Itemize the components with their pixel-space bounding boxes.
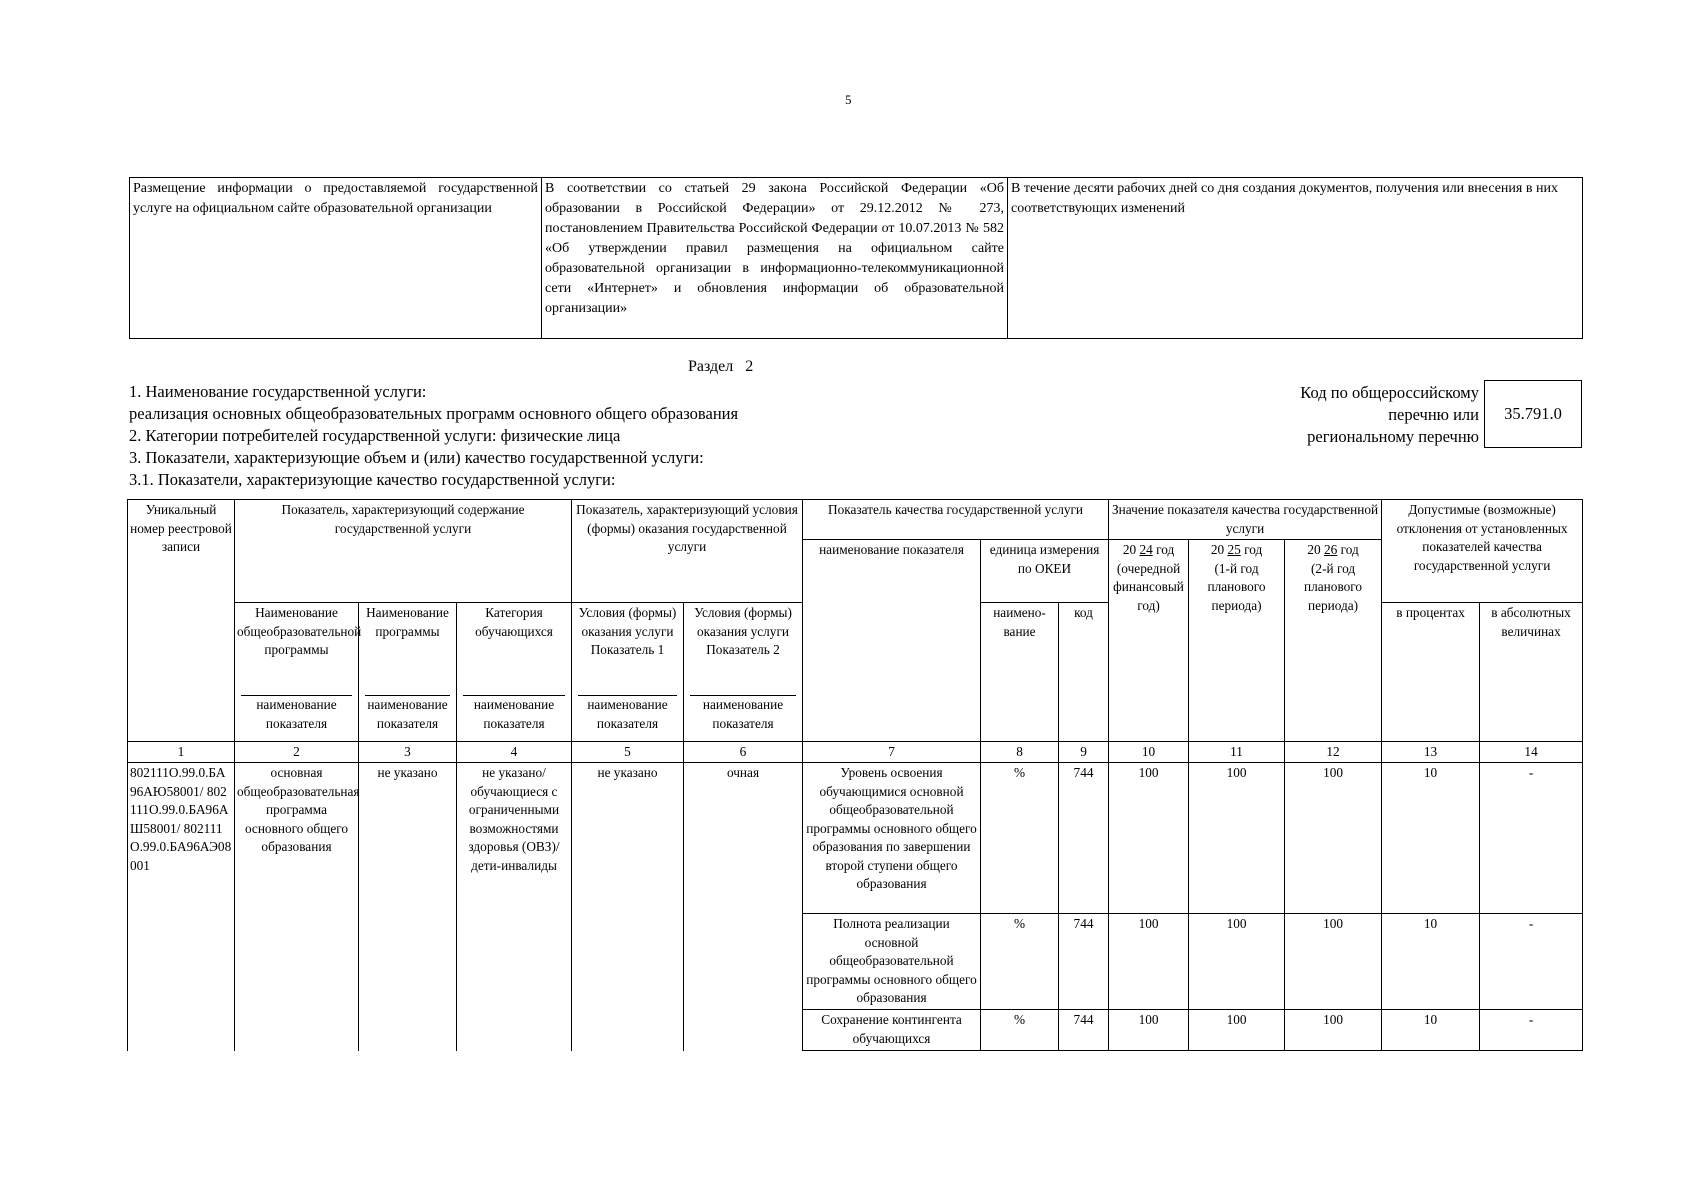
quality-indicators-heading: 3.1. Показатели, характеризующие качество государственной услуги: <box>129 470 616 489</box>
indicator-deviation-absolute: - <box>1480 1010 1583 1051</box>
indicators-heading: 3. Показатели, характеризующие объем и (или) качество государственной услуги: <box>129 448 704 467</box>
program-name-value: не указано <box>359 763 457 1051</box>
indicator-deviation-percent: 10 <box>1382 914 1480 1010</box>
indicator-name: Уровень освоения обучающимися основной общеобразовательной программы основного общего образования по завершении второй ступени общего образования <box>803 763 981 914</box>
indicator-deviation-absolute: - <box>1480 914 1583 1010</box>
header-condition-2: Условия (формы) оказания услуги Показатель 2 наименование показателя <box>684 603 803 742</box>
indicator-code: 744 <box>1059 763 1109 914</box>
registry-code-box: 35.791.0 <box>1484 380 1582 448</box>
section-title: Раздел 2 <box>688 358 754 375</box>
indicator-value-2026: 100 <box>1285 1010 1382 1051</box>
condition-2-value: очная <box>684 763 803 1051</box>
header-unit-name: наимено-вание <box>981 603 1059 742</box>
info-cell-method: Размещение информации о предоставляемой государственной услуге на официальном сайте образовательной организации <box>130 178 542 339</box>
indicator-value-2025: 100 <box>1189 763 1285 914</box>
registry-code-label: Код по общероссийскому перечню или региональному перечню <box>1300 383 1479 446</box>
header-okei-unit: единица измерения по ОКЕИ <box>981 540 1109 603</box>
header-year-2026: 20 26 год (2-й год планового периода) <box>1285 540 1382 742</box>
header-quality-value: Значение показателя качества государственной услуги <box>1109 500 1382 540</box>
header-quality-indicator: Показатель качества государственной услуги <box>803 500 1109 540</box>
header-student-category: Категория обучающихся наименование показателя <box>457 603 572 742</box>
consumer-categories: 2. Категории потребителей государственной услуги: физические лица <box>129 426 621 445</box>
service-name-label: 1. Наименование государственной услуги: <box>129 382 427 401</box>
header-program-name: Наименование программы наименование показателя <box>359 603 457 742</box>
header-unique-number: Уникальный номер реестровой записи <box>128 500 235 742</box>
info-cell-content: В соответствии со статьей 29 закона Российской Федерации «Об образовании в Российской Федерации» от 29.12.2012 № 273, постановлением Правительства Российской Федерации от 10.07.2013 № 582 «Об утверждении правил размещения на официальном сайте образовательной организации в информационно-телекоммуникационной сети «Интернет» и обновления информации об образовательной организации» <box>542 178 1008 339</box>
student-category-value: не указано/ обучающиеся с ограниченными возможностями здоровья (ОВЗ)/ дети-инвалиды <box>457 763 572 1051</box>
indicator-value-2025: 100 <box>1189 914 1285 1010</box>
condition-1-value: не указано <box>572 763 684 1051</box>
header-year-2024: 20 24 год (очередной финансовый год) <box>1109 540 1189 742</box>
indicator-code: 744 <box>1059 914 1109 1010</box>
table-row <box>128 763 1583 914</box>
indicator-deviation-percent: 10 <box>1382 763 1480 914</box>
header-conditions-indicator: Показатель, характеризующий условия (формы) оказания государственной услуги <box>572 500 803 603</box>
header-unit-code: код <box>1059 603 1109 742</box>
program-type-value: основная общеобразовательная программа основного общего образования <box>235 763 359 1051</box>
indicator-unit: % <box>981 914 1059 1010</box>
indicator-value-2026: 100 <box>1285 763 1382 914</box>
indicator-deviation-absolute: - <box>1480 763 1583 914</box>
indicator-value-2026: 100 <box>1285 914 1382 1010</box>
indicator-code: 744 <box>1059 1010 1109 1051</box>
service-name-value: реализация основных общеобразовательных программ основного общего образования <box>129 404 739 423</box>
indicator-value-2025: 100 <box>1189 1010 1285 1051</box>
indicator-name: Полнота реализации основной общеобразовательной программы основного общего образования <box>803 914 981 1010</box>
indicator-deviation-percent: 10 <box>1382 1010 1480 1051</box>
header-allowed-deviation: Допустимые (возможные) отклонения от установленных показателей качества государственной услуги <box>1382 500 1583 603</box>
indicator-unit: % <box>981 763 1059 914</box>
quality-indicators-table <box>127 499 1583 1051</box>
info-publication-table <box>129 177 1583 339</box>
indicator-name: Сохранение контингента обучающихся <box>803 1010 981 1051</box>
section-number: 2 <box>745 358 754 375</box>
indicator-value-2024: 100 <box>1109 1010 1189 1051</box>
header-indicator-name: наименование показателя <box>803 540 981 742</box>
header-content-indicator: Показатель, характеризующий содержание государственной услуги <box>235 500 572 603</box>
indicator-unit: % <box>981 1010 1059 1051</box>
header-deviation-absolute: в абсолютных величинах <box>1480 603 1583 742</box>
indicator-value-2024: 100 <box>1109 914 1189 1010</box>
header-program-type: Наименование общеобразовательной программы наименование показателя <box>235 603 359 742</box>
header-year-2025: 20 25 год (1-й год планового периода) <box>1189 540 1285 742</box>
column-number-row: 1 2 3 4 5 6 7 8 9 10 11 12 13 14 <box>128 742 1583 763</box>
info-cell-frequency: В течение десяти рабочих дней со дня создания документов, получения или внесения в них соответствующих изменений <box>1008 178 1583 339</box>
indicator-value-2024: 100 <box>1109 763 1189 914</box>
header-condition-1: Условия (формы) оказания услуги Показатель 1 наименование показателя <box>572 603 684 742</box>
header-deviation-percent: в процентах <box>1382 603 1480 742</box>
record-number: 802111О.99.0.БА96АЮ58001/ 802111О.99.0.БА96АШ58001/ 802111О.99.0.БА96АЭ08001 <box>128 763 235 1051</box>
page-number: 5 <box>845 92 852 107</box>
